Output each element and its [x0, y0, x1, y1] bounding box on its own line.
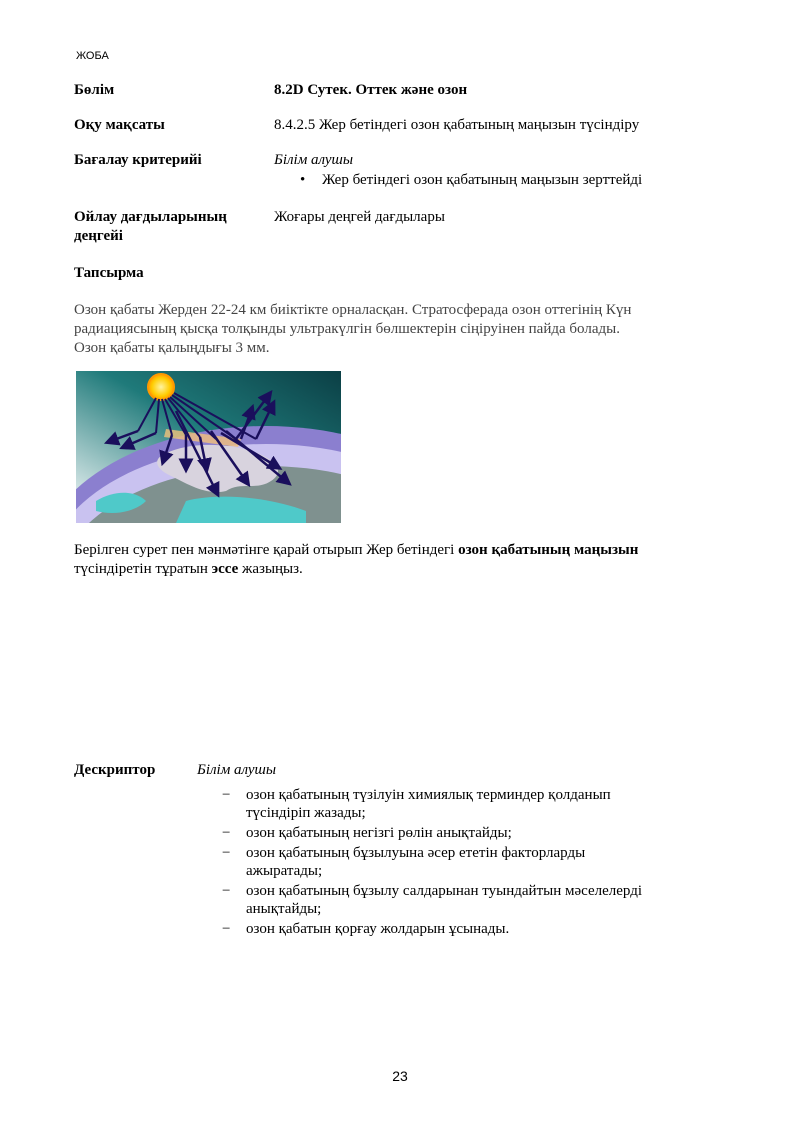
ozone-diagram-svg: [76, 371, 341, 523]
section-value: 8.2D Сутек. Оттек және озон: [274, 82, 468, 98]
task-paragraph-line3: Озон қабаты қалыңдығы 3 мм.: [74, 340, 270, 356]
task-instruction: [74, 541, 714, 579]
list-item: [222, 882, 702, 918]
list-item-line1: озон қабатының бұзылуына әсер ететін факторларды: [246, 845, 586, 861]
dash-marker: −: [222, 883, 231, 899]
list-item-line1: озон қабатын қорғау жолдарын ұсынады.: [246, 921, 510, 937]
assessment-criteria-label: Бағалау критерийі: [74, 152, 202, 168]
thinking-skills-label-line2: деңгейі: [74, 228, 123, 244]
list-item-line1: озон қабатының түзілуін химиялық терминдер қолданып: [246, 787, 611, 803]
list-item-line1: озон қабатының негізгі рөлін анықтайды;: [246, 825, 512, 841]
dash-marker: −: [222, 787, 231, 803]
instruction-bold-2: эссе: [211, 561, 239, 577]
page-number: 23: [392, 1068, 408, 1084]
instruction-bold-1: озон қабатының маңызын: [458, 542, 639, 558]
bullet-dot: •: [300, 172, 306, 188]
descriptor-label: Дескриптор: [74, 762, 156, 778]
descriptor-subject: Білім алушы: [197, 762, 277, 778]
list-item-line2: анықтайды;: [246, 901, 322, 917]
sun: [148, 374, 174, 400]
task-heading: Тапсырма: [74, 265, 144, 281]
learning-objective-label: Оқу мақсаты: [74, 117, 165, 133]
list-item-line2: ажыратады;: [246, 863, 323, 879]
instruction-text-3: жазыңыз.: [238, 561, 303, 577]
thinking-skills-label: [74, 208, 227, 246]
task-paragraph: [74, 301, 714, 358]
draft-label: ЖОБА: [76, 50, 109, 62]
assessment-criteria-item: Жер бетіндегі озон қабатының маңызын зерттейді: [322, 172, 643, 188]
learning-objective-value: 8.4.2.5 Жер бетіндегі озон қабатының маңызын түсіндіру: [274, 117, 640, 133]
section-label: Бөлім: [74, 82, 115, 98]
list-item: [222, 844, 702, 880]
ozone-layer-illustration: [76, 371, 341, 523]
instruction-text-2: түсіндіретін тұратын: [74, 561, 212, 577]
instruction-text-1: Берілген сурет пен мәнмәтінге қарай отырып Жер бетіндегі: [74, 542, 459, 558]
thinking-skills-value: Жоғары деңгей дағдылары: [274, 209, 445, 225]
list-item-line1: озон қабатының бұзылу салдарынан туындайтын мәселелерді: [246, 883, 643, 899]
list-item: [222, 824, 702, 842]
task-paragraph-line2: радиациясының қысқа толқынды ультракүлгін бөлшектерін сіңіруінен пайда болады.: [74, 321, 620, 337]
dash-marker: −: [222, 845, 231, 861]
dash-marker: −: [222, 825, 231, 841]
assessment-criteria-subject: Білім алушы: [274, 152, 354, 168]
dash-marker: −: [222, 921, 231, 937]
thinking-skills-label-line1: Ойлау дағдыларының: [74, 209, 227, 225]
task-paragraph-line1: Озон қабаты Жерден 22-24 км биіктікте орналасқан. Стратосферада озон оттегінің Күн: [74, 302, 632, 318]
list-item: [222, 786, 702, 822]
list-item: [222, 920, 702, 938]
descriptor-list: [222, 786, 702, 940]
list-item-line2: түсіндіріп жазады;: [246, 805, 366, 821]
